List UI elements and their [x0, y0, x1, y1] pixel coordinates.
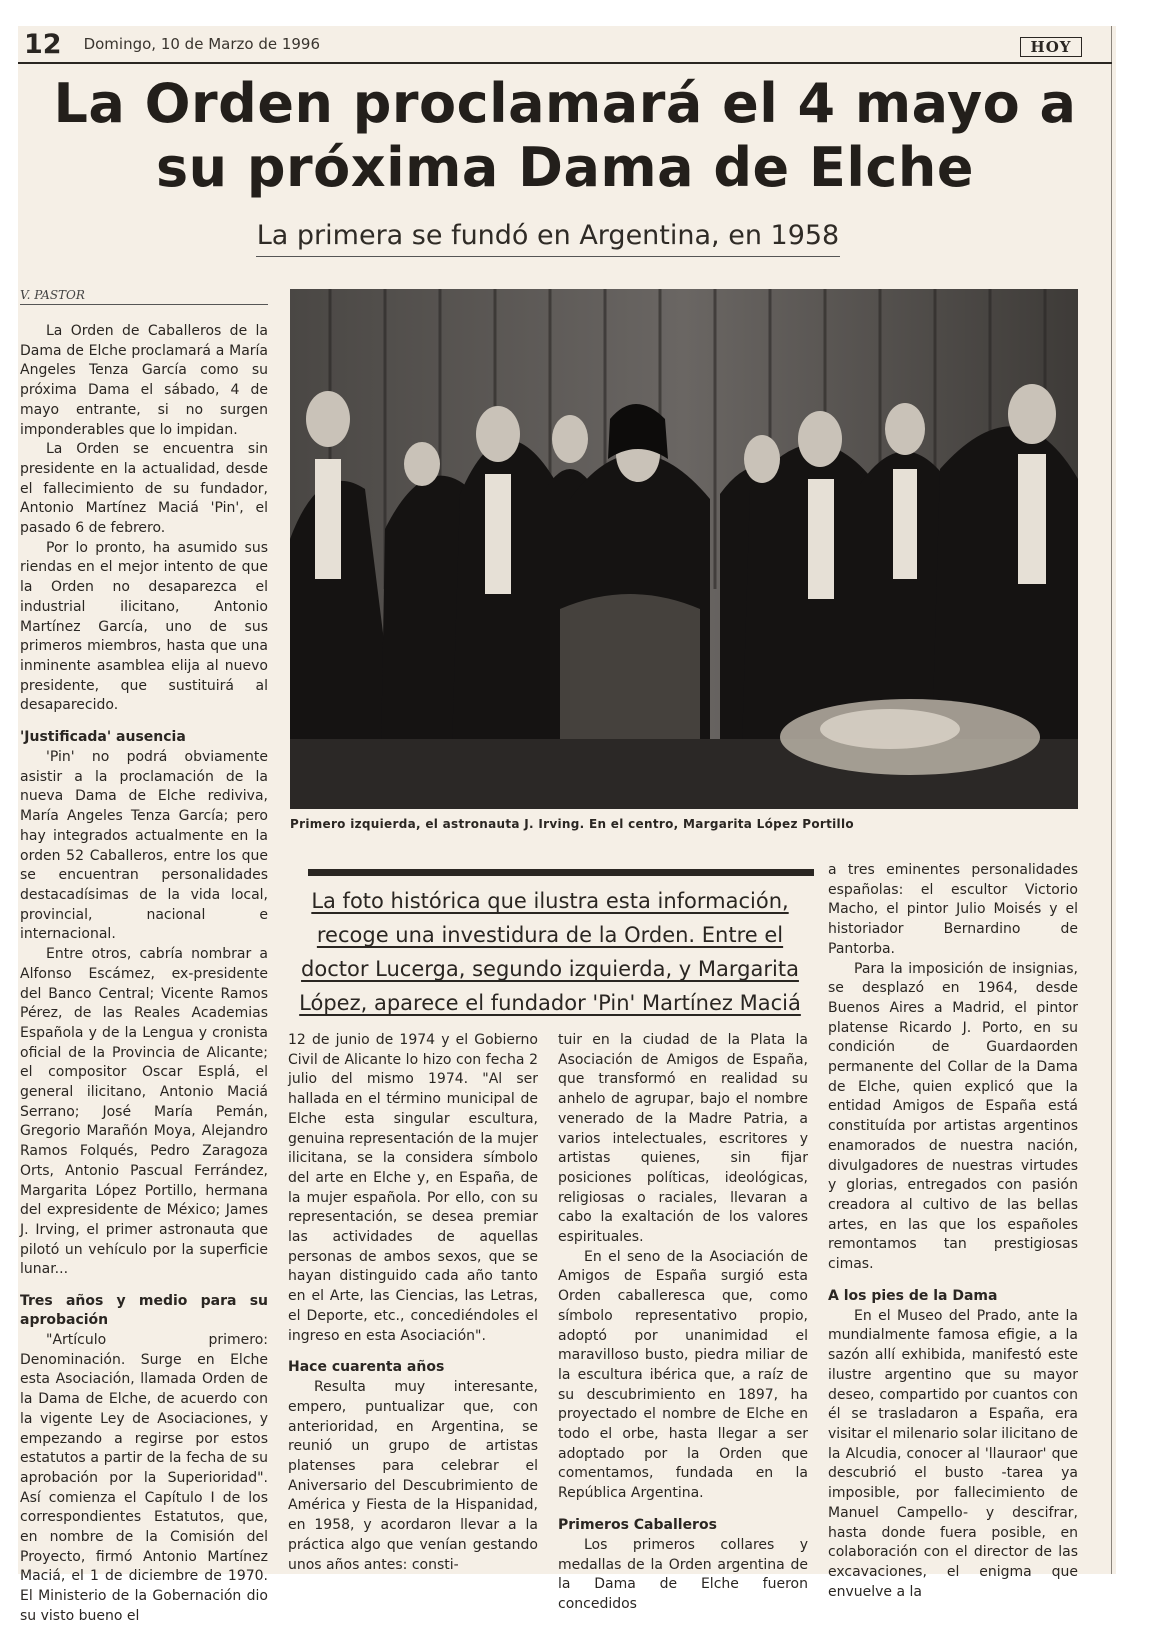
byline: V. PASTOR: [20, 288, 268, 305]
issue-date: Domingo, 10 de Marzo de 1996: [83, 35, 321, 53]
paragraph: Por lo pronto, ha asumido sus riendas en el mejor intento de que la Orden no desaparezca el industrial ilicitano, Antonio Martínez García, uno de sus primeros miembros, hasta que una inminente asamblea elija al nuevo presidente, que sustituirá al desaparecido.: [20, 539, 268, 714]
paragraph: Resulta muy interesante, empero, puntualizar que, con anterioridad, en Argentina, se reunió un grupo de artistas platenses para celebrar el Aniversario del Descubrimiento de América y Fiesta de la Hispanidad, en 1958, y acordaron llevar a la práctica algo que venían gestando unos años antes: consti-: [288, 1379, 538, 1573]
section-heading: Tres años y medio para su aprobación: [20, 1293, 268, 1329]
paragraph: En el Museo del Prado, ante la mundialmente famosa efigie, a la sazón allí exhibida, manifestó este ilustre argentino que su mayor deseo, compartido por cuantos con él se trasladaron a España, era visitar el milenario solar ilicitano de la Alcudia, conocer al 'llauraor' que descubrió el busto -tarea ya imposible, por fallecimiento de Manuel Campello- y descifrar, hasta donde fuera posible, en colaboración con el director de las excavaciones, el enigma que envuelve a la: [828, 1307, 1078, 1600]
article-photo: [290, 289, 1078, 809]
masthead: [18, 26, 1112, 64]
paragraph: La Orden se encuentra sin presidente en la actualidad, desde el fallecimiento de su fundador, Antonio Martínez Maciá 'Pin', el pasado 6 de febrero.: [20, 441, 268, 537]
paragraph: "Artículo primero: Denominación. Surge en Elche esta Asociación, llamada Orden de la Dama de Elche, de acuerdo con la vigente Ley de Asociaciones, y empezando a regirse por estos estatutos a partir de la fecha de su aprobación por la Superioridad". Así comienza el Capítulo I de los correspondientes Estatutos, que, en nombre de la Comisión del Proyecto, firmó Antonio Martínez Maciá, el 1 de diciembre de 1970. El Ministerio de la Gobernación dio su visto bueno el: [20, 1332, 268, 1624]
article-column-2: [288, 1031, 539, 1573]
section-heading: A los pies de la Dama: [828, 1287, 998, 1304]
paragraph: a tres eminentes personalidades españolas: el escultor Victorio Macho, el pintor Julio Moisés y el historiador Bernardino de Pantorba.: [828, 862, 1078, 957]
ceremony-photo-illustration: [290, 289, 1078, 809]
paragraph: Para la imposición de insignias, se desplazó en 1964, desde Buenos Aires a Madrid, el pintor platense Ricardo J. Porto, en su condición de Guardaorden permanente del Collar de la Dama de Elche, quien explicó que la entidad Amigos de España está constituída por artistas argentinos enamorados de nuestra nación, divulgadores de nuestras virtudes y glorias, entregados con pasión creadora al cultivo de las bellas artes, en las que los españoles remontamos tan prestigiosas cimas.: [828, 960, 1078, 1273]
pull-quote: La foto histórica que ilustra esta información, recoge una investidura de la Orden. Entre el doctor Lucerga, segundo izquierda, y Margarita López, aparece el fundador 'Pin' Martínez Maciá: [299, 889, 801, 1015]
paragraph: 12 de junio de 1974 y el Gobierno Civil de Alicante lo hizo con fecha 2 julio del mismo 1974. "Al ser hallada en el término municipal de Elche esta singular escultura, genuina representación de la mujer ilicitana, se la considera símbolo del arte en Elche y, en España, de la mujer española. Por ello, con su representación, se desea premiar las actividades de aquellas personas de ambos sexos, que se hayan distinguido cada año tanto en el Arte, las Ciencias, las Letras, el Deporte, etc., concediéndoles el ingreso en esta Asociación".: [288, 1032, 539, 1344]
section-heading: Primeros Caballeros: [558, 1516, 717, 1533]
newspaper-page: [18, 26, 1116, 1624]
article-column-4: [828, 861, 1078, 1600]
paragraph: Los primeros collares y medallas de la Orden argentina de la Dama de Elche fueron concedidos: [558, 1536, 808, 1612]
page-number: 12: [24, 28, 62, 60]
photo-caption: Primero izquierda, el astronauta J. Irving. En el centro, Margarita López Portillo: [290, 817, 854, 831]
paragraph: 'Pin' no podrá obviamente asistir a la proclamación de la nueva Dama de Elche rediviva, María Angeles Tenza García; pero hay integrados actualmente en la orden 52 Caballeros, entre los que se encuentran personalidades destacadísimas de la vida local, provincial, nacional e internacional.: [20, 749, 268, 943]
page-edge-rule: [1111, 26, 1112, 1574]
paragraph: tuir en la ciudad de la Plata la Asociación de Amigos de España, que transformó en realidad su anhelo de agrupar, bajo el nombre venerado de la Madre Patria, a varios intelectuales, escritores y artistas quienes, sin fijar posiciones políticas, ideológicas, religiosas o raciales, llevaran a cabo la exaltación de los valores espirituales.: [558, 1032, 808, 1246]
article-column-3: [558, 1031, 808, 1612]
article-column-1: [20, 322, 268, 1624]
headline: La Orden proclamará el 4 mayo a su próxima Dama de Elche: [53, 72, 1077, 199]
section-heading: 'Justificada' ausencia: [20, 729, 186, 746]
paragraph: La Orden de Caballeros de la Dama de Elche proclamará a María Angeles Tenza García como su próxima Dama el sábado, 4 de mayo entrante, si no surgen imponderables que lo impidan.: [20, 323, 268, 438]
subheadline: La primera se fundó en Argentina, en 1958: [256, 216, 840, 257]
section-heading: Hace cuarenta años: [288, 1359, 445, 1376]
paragraph: Entre otros, cabría nombrar a Alfonso Escámez, ex-presidente del Banco Central; Vicente Ramos Pérez, de las Reales Academias Española y de la Lengua y cronista oficial de la Provincia de Alicante; el compositor Oscar Esplá, el general ilicitano, Antonio Maciá Serrano; José María Pemán, Gregorio Marañón Moya, Alejandro Ramos Folqués, Pedro Zaragoza Orts, Antonio Pascual Ferrández, Margarita López Portillo, hermana del expresidente de México; James J. Irving, el primer astronauta que pilotó un vehículo por la superficie lunar...: [20, 946, 268, 1278]
newspaper-logo: HOY: [1020, 37, 1082, 57]
pull-quote-bar: [308, 869, 814, 876]
paragraph: En el seno de la Asociación de Amigos de España surgió esta Orden caballeresca que, como símbolo representativo propio, adoptó por unanimidad el maravilloso busto, piedra miliar de la escultura ibérica que, a raíz de su descubrimiento en 1897, ha proyectado el nombre de Elche en todo el orbe, hasta llegar a ser adoptado por la Orden que comentamos, fundada en la República Argentina.: [558, 1248, 808, 1502]
